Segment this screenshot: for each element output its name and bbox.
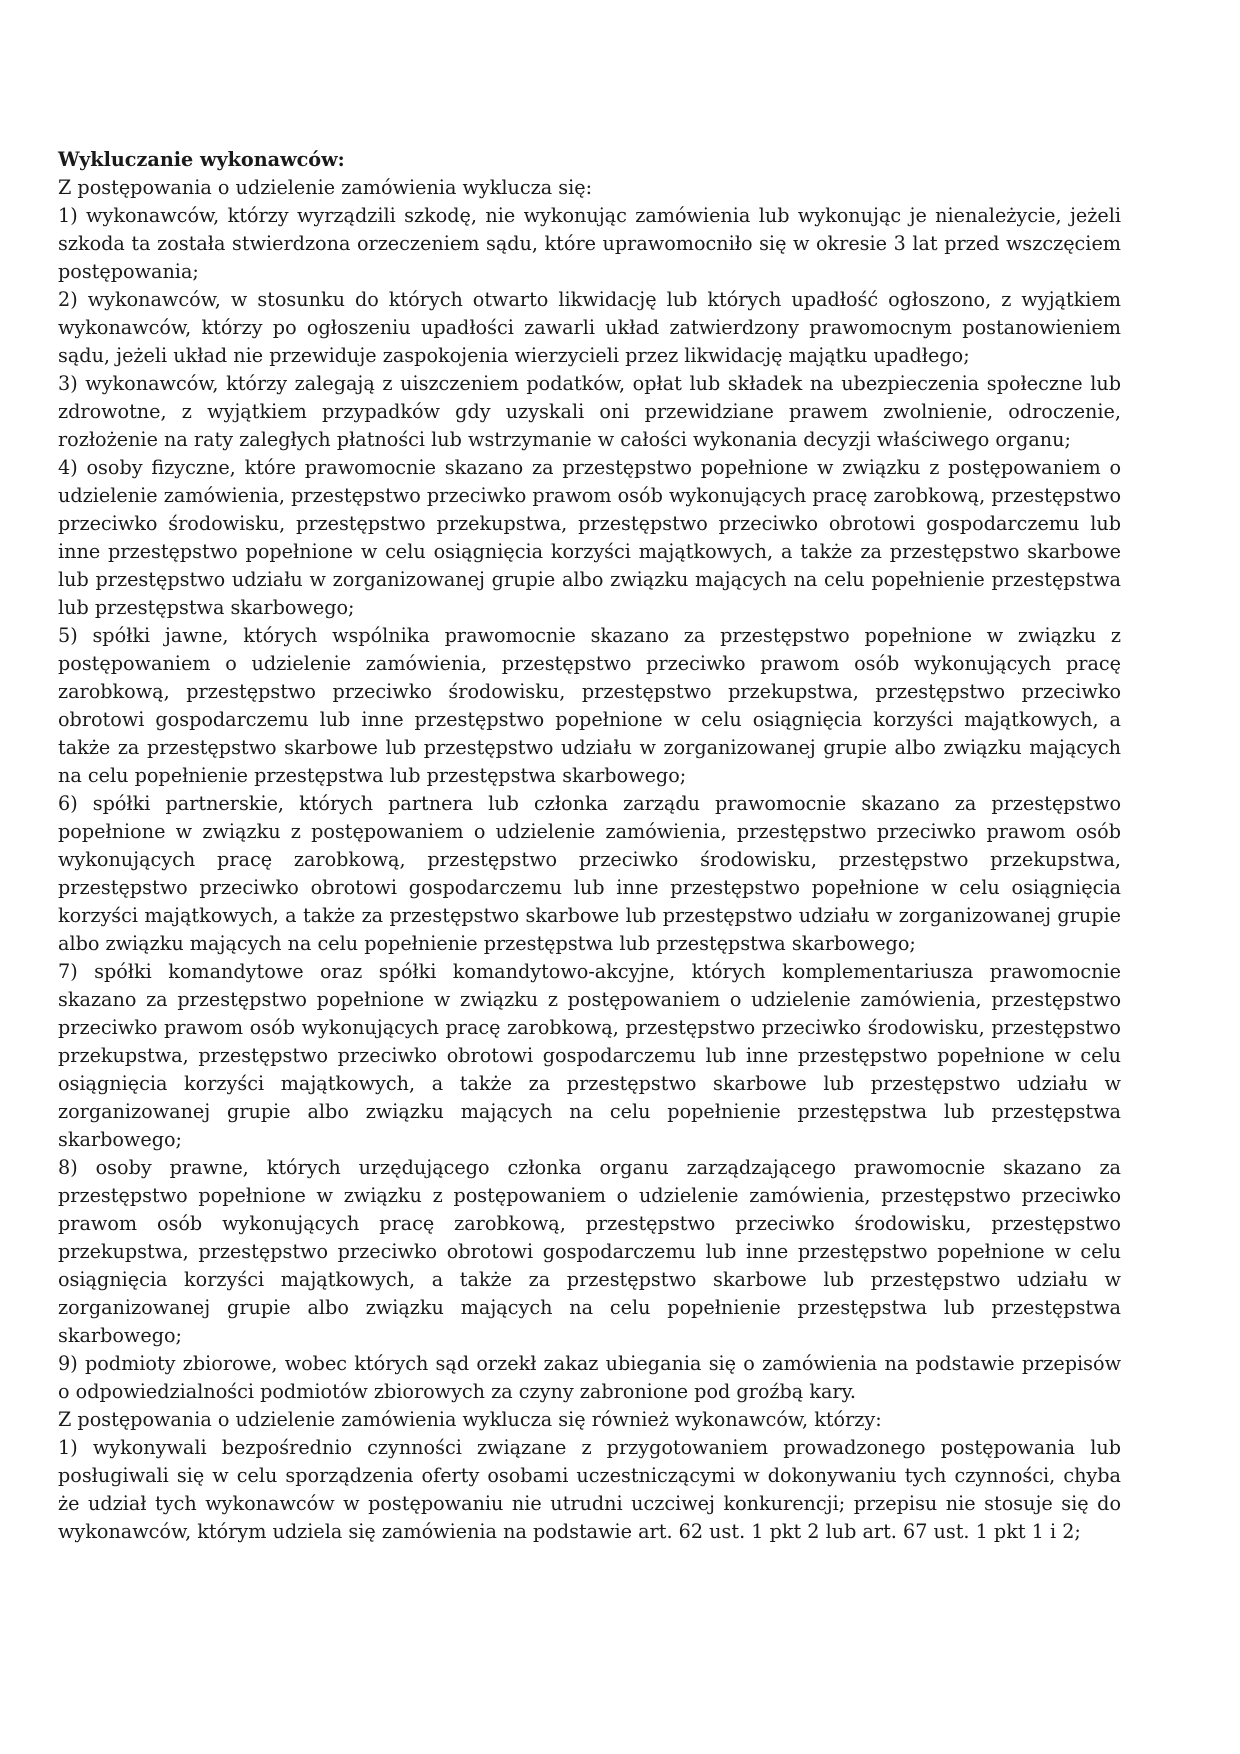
list-item: 3) wykonawców, którzy zalegają z uiszczeniem podatków, opłat lub składek na ubezpieczenia społeczne lub zdrowotne, z wyjątkiem przypadków gdy uzyskali oni przewidziane prawem zwolnienie, odroczenie, rozłożenie na raty zaległych płatności lub wstrzymanie w całości wykonania decyzji właściwego organu; <box>58 372 1121 451</box>
second-intro-paragraph: Z postępowania o udzielenie zamówienia wyklucza się również wykonawców, którzy: <box>58 1408 882 1431</box>
list-item: 8) osoby prawne, których urzędującego członka organu zarządzającego prawomocnie skazano za przestępstwo popełnione w związku z postępowaniem o udzielenie zamówienia, przestępstwo przeciwko prawom osób wykonujących pracę zarobkową, przestępstwo przeciwko środowisku, przestępstwo przekupstwa, przestępstwo przeciwko obrotowi gospodarczemu lub inne przestępstwo popełnione w celu osiągnięcia korzyści majątkowych, a także za przestępstwo skarbowe lub przestępstwo udziału w zorganizowanej grupie albo związku mających na celu popełnienie przestępstwa lub przestępstwa skarbowego; <box>58 1156 1121 1347</box>
intro-paragraph: Z postępowania o udzielenie zamówienia wyklucza się: <box>58 176 593 199</box>
document-title: Wykluczanie wykonawców: <box>58 148 345 171</box>
list-item: 5) spółki jawne, których wspólnika prawomocnie skazano za przestępstwo popełnione w związku z postępowaniem o udzielenie zamówienia, przestępstwo przeciwko prawom osób wykonujących pracę zarobkową, przestępstwo przeciwko środowisku, przestępstwo przekupstwa, przestępstwo przeciwko obrotowi gospodarczemu lub inne przestępstwo popełnione w celu osiągnięcia korzyści majątkowych, a także za przestępstwo skarbowe lub przestępstwo udziału w zorganizowanej grupie albo związku mających na celu popełnienie przestępstwa lub przestępstwa skarbowego; <box>58 624 1121 787</box>
list-item: 1) wykonywali bezpośrednio czynności związane z przygotowaniem prowadzonego postępowania lub posługiwali się w celu sporządzenia oferty osobami uczestniczącymi w dokonywaniu tych czynności, chyba że udział tych wykonawców w postępowaniu nie utrudni uczciwej konkurencji; przepisu nie stosuje się do wykonawców, którym udziela się zamówienia na podstawie art. 62 ust. 1 pkt 2 lub art. 67 ust. 1 pkt 1 i 2; <box>58 1436 1121 1543</box>
list-item: 6) spółki partnerskie, których partnera lub członka zarządu prawomocnie skazano za przestępstwo popełnione w związku z postępowaniem o udzielenie zamówienia, przestępstwo przeciwko prawom osób wykonujących pracę zarobkową, przestępstwo przeciwko środowisku, przestępstwo przekupstwa, przestępstwo przeciwko obrotowi gospodarczemu lub inne przestępstwo popełnione w celu osiągnięcia korzyści majątkowych, a także za przestępstwo skarbowe lub przestępstwo udziału w zorganizowanej grupie albo związku mających na celu popełnienie przestępstwa lub przestępstwa skarbowego; <box>58 792 1121 955</box>
list-item: 1) wykonawców, którzy wyrządzili szkodę, nie wykonując zamówienia lub wykonując je nienależycie, jeżeli szkoda ta została stwierdzona orzeczeniem sądu, które uprawomocniło się w okresie 3 lat przed wszczęciem postępowania; <box>58 204 1121 283</box>
list-item: 4) osoby fizyczne, które prawomocnie skazano za przestępstwo popełnione w związku z postępowaniem o udzielenie zamówienia, przestępstwo przeciwko prawom osób wykonujących pracę zarobkową, przestępstwo przeciwko środowisku, przestępstwo przekupstwa, przestępstwo przeciwko obrotowi gospodarczemu lub inne przestępstwo popełnione w celu osiągnięcia korzyści majątkowych, a także za przestępstwo skarbowe lub przestępstwo udziału w zorganizowanej grupie albo związku mających na celu popełnienie przestępstwa lub przestępstwa skarbowego; <box>58 456 1121 619</box>
list-item: 2) wykonawców, w stosunku do których otwarto likwidację lub których upadłość ogłoszono, z wyjątkiem wykonawców, którzy po ogłoszeniu upadłości zawarli układ zatwierdzony prawomocnym postanowieniem sądu, jeżeli układ nie przewiduje zaspokojenia wierzycieli przez likwidację majątku upadłego; <box>58 288 1121 367</box>
list-item: 7) spółki komandytowe oraz spółki komandytowo-akcyjne, których komplementariusza prawomocnie skazano za przestępstwo popełnione w związku z postępowaniem o udzielenie zamówienia, przestępstwo przeciwko prawom osób wykonujących pracę zarobkową, przestępstwo przeciwko środowisku, przestępstwo przekupstwa, przestępstwo przeciwko obrotowi gospodarczemu lub inne przestępstwo popełnione w celu osiągnięcia korzyści majątkowych, a także za przestępstwo skarbowe lub przestępstwo udziału w zorganizowanej grupie albo związku mających na celu popełnienie przestępstwa lub przestępstwa skarbowego; <box>58 960 1121 1151</box>
list-item: 9) podmioty zbiorowe, wobec których sąd orzekł zakaz ubiegania się o zamówienia na podstawie przepisów o odpowiedzialności podmiotów zbiorowych za czyny zabronione pod groźbą kary. <box>58 1352 1121 1403</box>
document-page <box>58 146 1121 1546</box>
